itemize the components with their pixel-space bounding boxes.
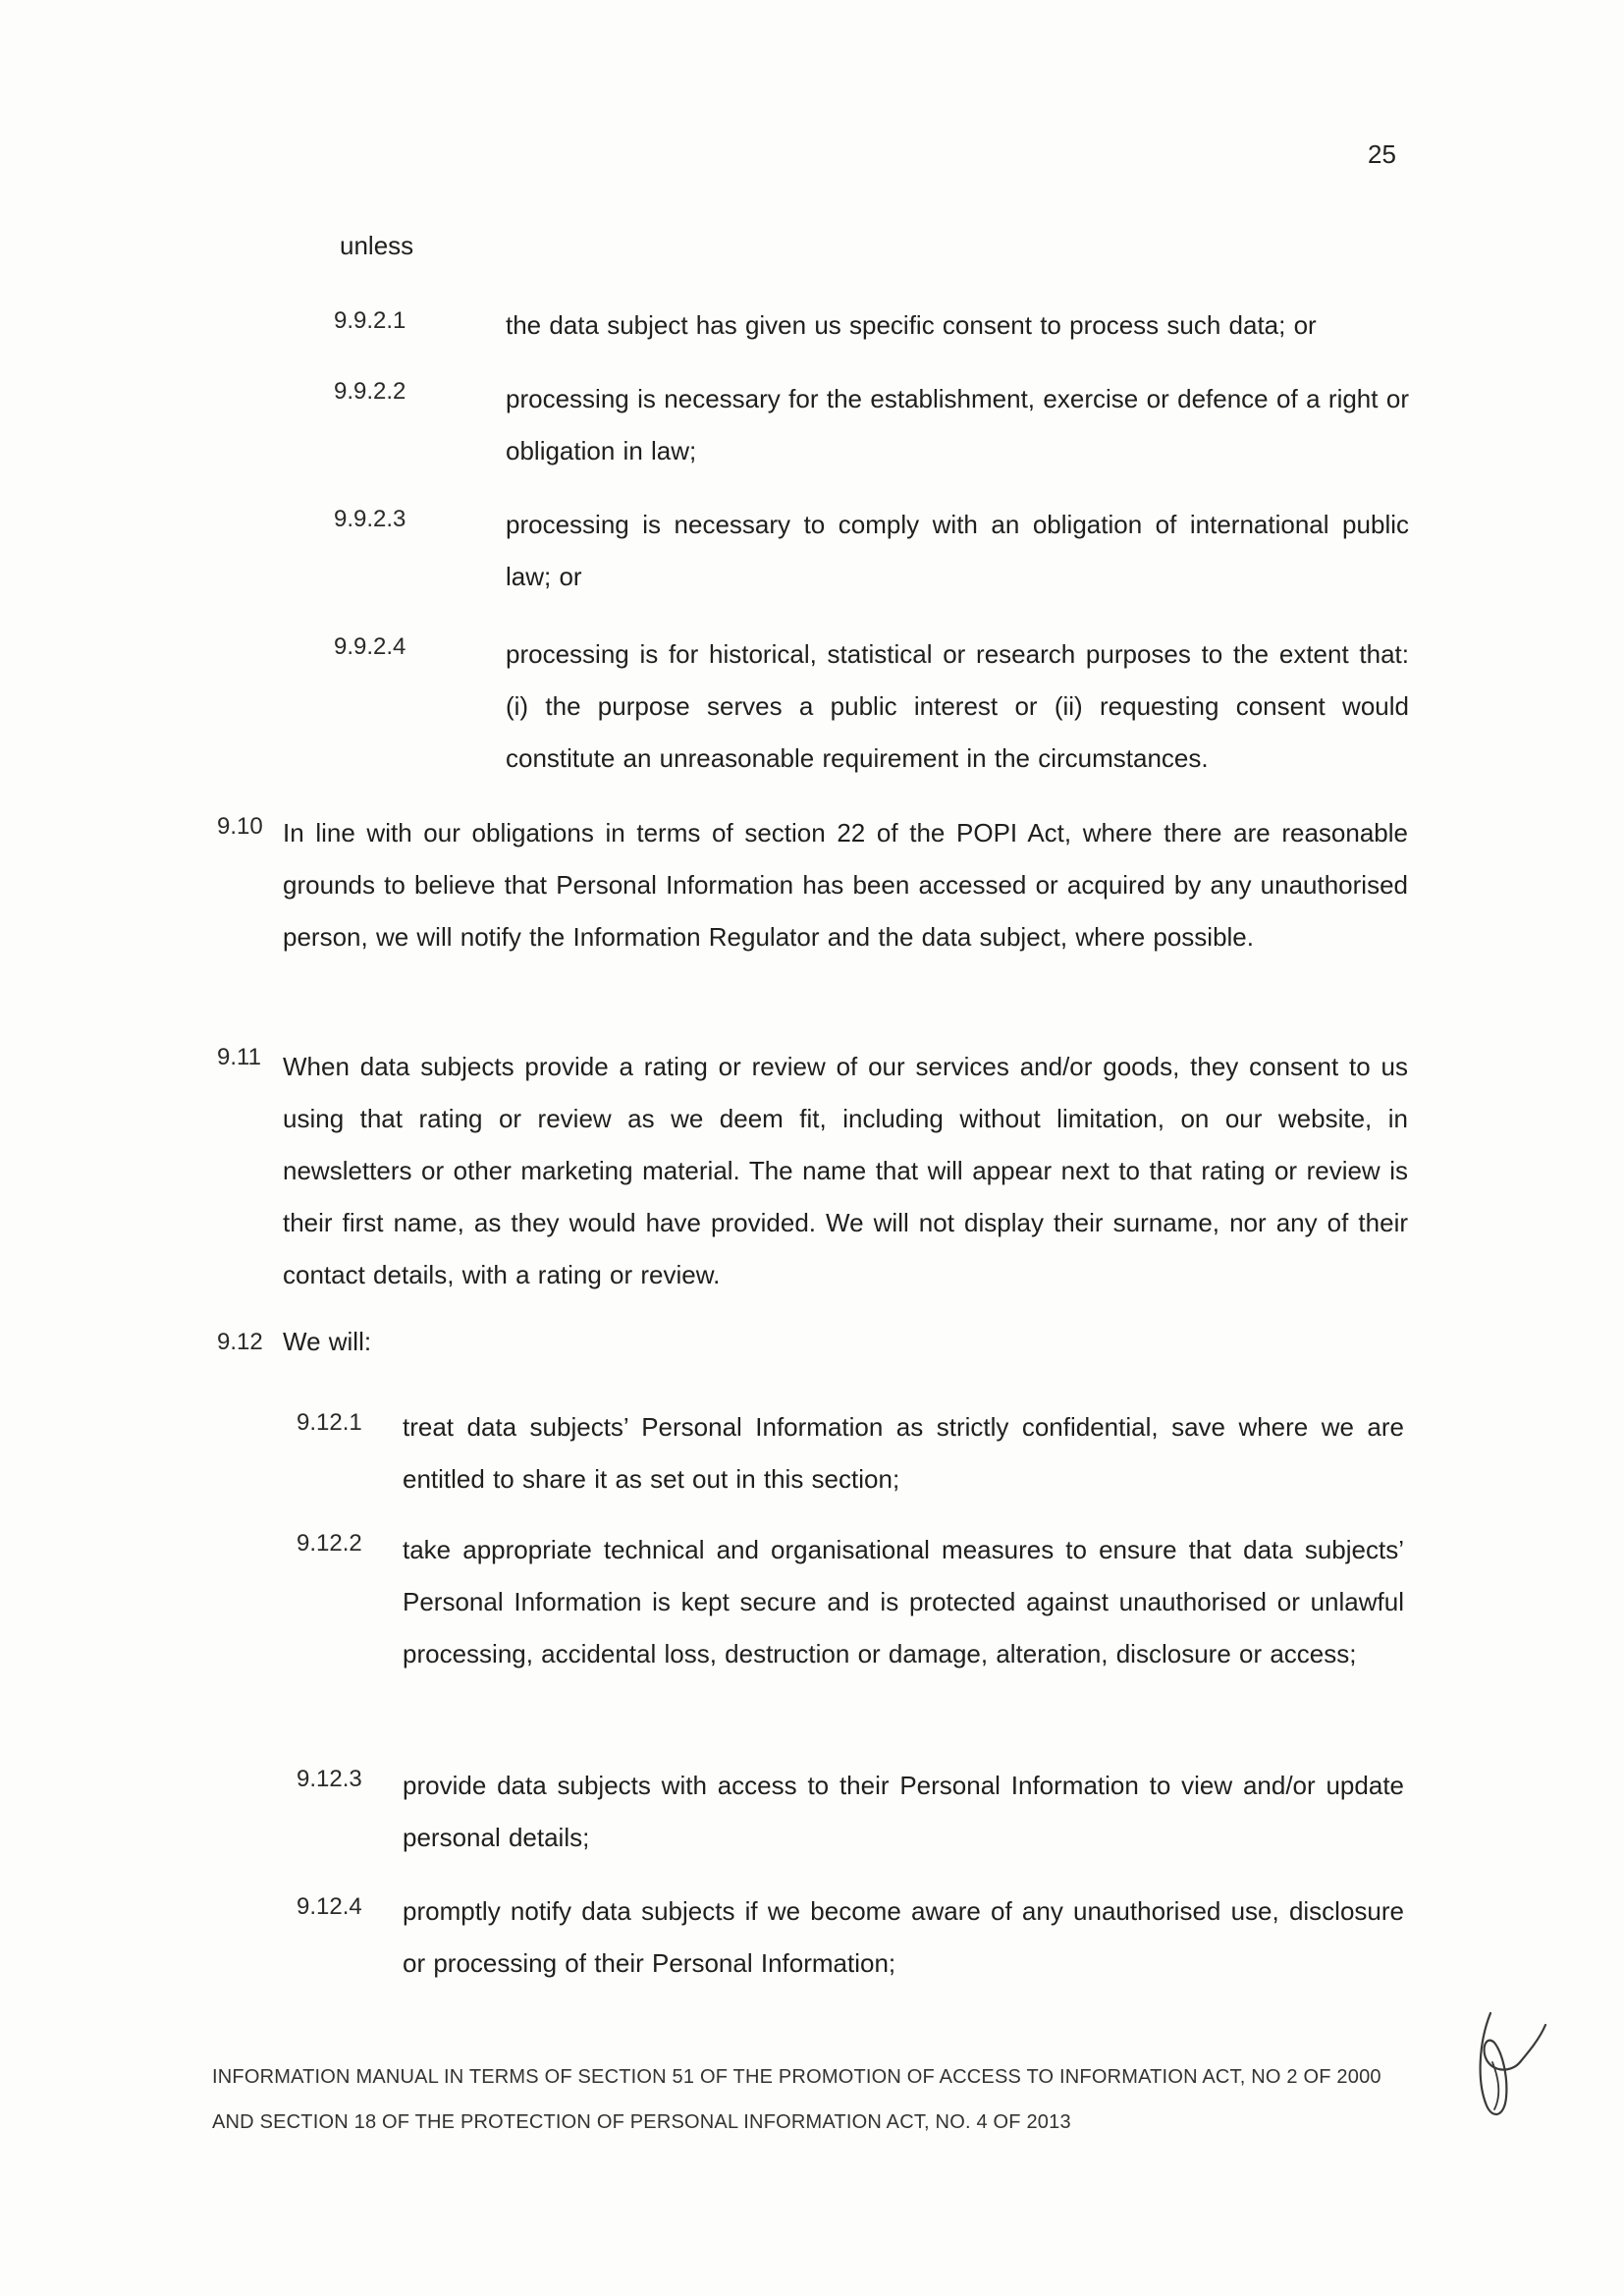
item-text: processing is for historical, statistical or research purposes to the extent that: (i) the purpose serves a public interest or (ii) requesting consent would constitute an unreasonable requirement in the circumstances. — [506, 639, 1409, 773]
page-number: 25 — [1368, 139, 1396, 169]
clause-number: 9.10 — [217, 813, 263, 840]
item-text: treat data subjects’ Personal Information as strictly confidential, save where we are entitled to share it as set out in this section; — [403, 1412, 1404, 1494]
item-number: 9.12.2 — [297, 1530, 362, 1557]
footer-line-1: INFORMATION MANUAL IN TERMS OF SECTION 51 OF THE PROMOTION OF ACCESS TO INFORMATION ACT, NO 2 OF 2000 — [212, 2066, 1381, 2088]
item-text: take appropriate technical and organisational measures to ensure that data subjects’ Personal Information is kept secure and is protected against unauthorised or unlawful processing, accidental loss, destruction or damage, alteration, disclosure or access; — [403, 1535, 1404, 1668]
signature-initials-icon — [1471, 2003, 1549, 2121]
item-text: promptly notify data subjects if we become aware of any unauthorised use, disclosure or processing of their Personal Information; — [403, 1896, 1404, 1978]
clause-text: When data subjects provide a rating or review of our services and/or goods, they consent to us using that rating or review as we deem fit, including without limitation, on our website, in newsletters or other marketing material. The name that will appear next to that rating or review is their first name, as they would have provided. We will not display their surname, nor any of their contact details, with a rating or review. — [283, 1052, 1408, 1289]
item-text: processing is necessary for the establishment, exercise or defence of a right or obligation in law; — [506, 384, 1409, 465]
item-number: 9.9.2.3 — [334, 506, 406, 532]
clause-text: We will: — [283, 1327, 372, 1356]
footer-line-2: AND SECTION 18 OF THE PROTECTION OF PERSONAL INFORMATION ACT, NO. 4 OF 2013 — [212, 2111, 1071, 2133]
item-number: 9.12.4 — [297, 1893, 362, 1920]
item-number: 9.9.2.2 — [334, 378, 406, 405]
item-number: 9.9.2.1 — [334, 307, 406, 334]
clause-text: In line with our obligations in terms of section 22 of the POPI Act, where there are reasonable grounds to believe that Personal Information has been accessed or acquired by any unauthorised person, we will notify the Information Regulator and the data subject, where possible. — [283, 818, 1408, 952]
item-number: 9.12.1 — [297, 1409, 362, 1436]
item-text: processing is necessary to comply with an obligation of international public law; or — [506, 510, 1409, 591]
item-number: 9.9.2.4 — [334, 633, 406, 660]
item-text: provide data subjects with access to their Personal Information to view and/or update personal details; — [403, 1771, 1404, 1852]
item-number: 9.12.3 — [297, 1766, 362, 1792]
item-text: the data subject has given us specific consent to process such data; or — [506, 310, 1317, 340]
clause-number: 9.11 — [217, 1044, 261, 1070]
clause-number: 9.12 — [217, 1329, 263, 1355]
intro-text: unless — [340, 231, 414, 260]
